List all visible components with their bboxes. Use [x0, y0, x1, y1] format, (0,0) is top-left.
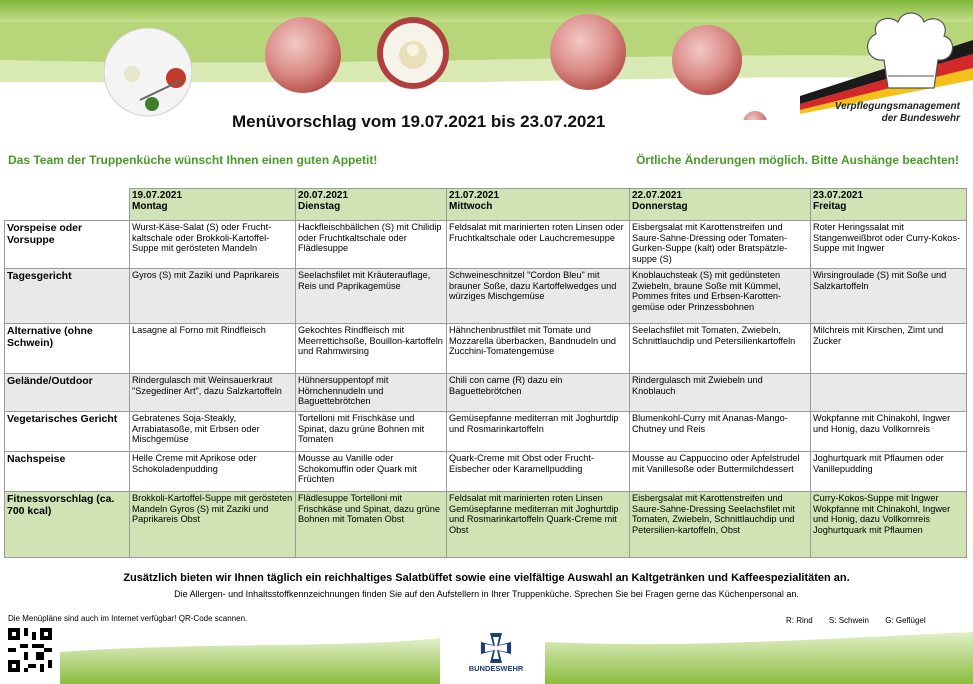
day-name: Freitag	[813, 201, 847, 212]
greeting-left: Das Team der Truppenküche wünscht Ihnen einen guten Appetit!	[8, 153, 378, 167]
menu-cell: Blumenkohl-Curry mit Ananas-Mango-Chutney und Reis	[630, 412, 811, 452]
menu-cell: Brokkoli-Kartoffel-Suppe mit gerösteten Mandeln Gyros (S) mit Zaziki und Paprikareis Obst	[130, 492, 296, 558]
menu-cell: Gebratenes Soja-Steakly, Arrabiatasoße, mit Erbsen oder Mischgemüse	[130, 412, 296, 452]
category-cell: Alternative (ohne Schwein)	[5, 324, 130, 374]
menu-cell: Seelachsfilet mit Kräuterauflage, Reis und Paprikagemüse	[296, 269, 447, 324]
category-cell: Gelände/Outdoor	[5, 374, 130, 412]
bundeswehr-label: BUNDESWEHR	[468, 664, 524, 673]
menu-cell: Chili con carne (R) dazu ein Baguettebrötchen	[447, 374, 630, 412]
menu-cell: Eisbergsalat mit Karottenstreifen und Saure-Sahne-Dressing Seelachsfilet mit Tomaten, Zwiebeln, Schnittlauchdip und Petersilien-kartoffeln, Obst	[630, 492, 811, 558]
salad-buffet-note: Zusätzlich bieten wir Ihnen täglich ein reichhaltiges Salatbüffet sowie eine vielfältige Auswahl an Kaltgetränken und Kaffeespezialitäten an.	[123, 572, 850, 584]
day-date: 19.07.2021	[132, 190, 183, 201]
allergen-note: Die Allergen- und Inhaltsstoffkennzeichnungen finden Sie auf den Aufstellern in Ihrer Truppenküche. Sprechen Sie bei Fragen gerne das Küchenpersonal an.	[174, 589, 799, 599]
category-cell: Vegetarisches Gericht	[5, 412, 130, 452]
day-header-row	[5, 189, 967, 221]
qr-note: Die Menüpläne sind auch im Internet verfügbar! QR-Code scannen.	[8, 614, 248, 623]
day-header	[130, 189, 296, 221]
menu-cell: Wokpfanne mit Chinakohl, Ingwer und Honig, dazu Vollkornreis	[811, 412, 967, 452]
food-plate-icon	[104, 28, 192, 116]
greeting-right: Örtliche Änderungen möglich. Bitte Aushänge beachten!	[636, 153, 959, 167]
brand-label	[800, 101, 960, 125]
menu-cell: Flädlesuppe Tortelloni mit Frischkäse und Spinat, dazu grüne Bohnen mit Tomaten Obst	[296, 492, 447, 558]
menu-cell: Feldsalat mit marinierten roten Linsen Gemüsepfanne mediterran mit Joghurtdip und Rosmarinkartoffeln Quark-Creme mit Obst	[447, 492, 630, 558]
meat-legend	[786, 616, 940, 625]
menu-cell: Rindergulasch mit Weinsauerkraut "Szegediner Art", dazu Salzkartoffeln	[130, 374, 296, 412]
menu-cell: Quark-Creme mit Obst oder Frucht-Eisbecher oder Karamellpudding	[447, 452, 630, 492]
table-row	[5, 221, 967, 269]
menu-cell: Lasagne al Forno mit Rindfleisch	[130, 324, 296, 374]
food-bowl-icon	[377, 17, 449, 89]
menu-cell: Roter Heringssalat mit Stangenweißbrot oder Curry-Kokos-Suppe mit Ingwer	[811, 221, 967, 269]
day-name: Dienstag	[298, 201, 341, 212]
table-row	[5, 324, 967, 374]
category-cell: Fitnessvorschlag (ca. 700 kcal)	[5, 492, 130, 558]
category-cell: Nachspeise	[5, 452, 130, 492]
decor-circle	[265, 17, 341, 93]
table-row	[5, 492, 967, 558]
day-date: 22.07.2021	[632, 190, 683, 201]
menu-cell	[811, 374, 967, 412]
table-row	[5, 452, 967, 492]
corner-cell	[5, 189, 130, 221]
menu-cell: Helle Creme mit Aprikose oder Schokoladenpudding	[130, 452, 296, 492]
menu-cell: Knoblauchsteak (S) mit gedünsteten Zwiebeln, braune Soße mit Kümmel, Pommes frites und Erbsen-Karotten-gemüse oder Prinzessbohnen	[630, 269, 811, 324]
table-row	[5, 412, 967, 452]
day-name: Donnerstag	[632, 201, 688, 212]
brand-line-2: der Bundeswehr	[881, 113, 960, 124]
menu-cell: Wurst-Käse-Salat (S) oder Frucht-kaltschale oder Brokkoli-Kartoffel-Suppe mit gerösteten Mandeln	[130, 221, 296, 269]
menu-cell: Hähnchenbrustfilet mit Tomate und Mozzarella überbacken, Bandnudeln und Zucchini-Tomatengemüse	[447, 324, 630, 374]
table-row	[5, 374, 967, 412]
qr-code-icon[interactable]	[8, 628, 52, 672]
legend-item: S: Schwein	[828, 616, 869, 625]
category-cell: Tagesgericht	[5, 269, 130, 324]
menu-cell: Joghurtquark mit Pflaumen oder Vanillepudding	[811, 452, 967, 492]
day-date: 21.07.2021	[449, 190, 500, 201]
menu-cell: Mousse au Vanille oder Schokomuffin oder Quark mit Früchten	[296, 452, 447, 492]
menu-cell: Feldsalat mit marinierten roten Linsen oder Fruchtkaltschale oder Lauchcremesuppe	[447, 221, 630, 269]
day-date: 20.07.2021	[298, 190, 349, 201]
menu-cell: Gyros (S) mit Zaziki und Paprikareis	[130, 269, 296, 324]
day-header	[630, 189, 811, 221]
decor-circle	[672, 25, 742, 95]
menu-cell: Seelachsfilet mit Tomaten, Zwiebeln, Schnittlauchdip und Petersilienkartoffeln	[630, 324, 811, 374]
menu-cell: Eisbergsalat mit Karottenstreifen und Saure-Sahne-Dressing oder Tomaten-Gurken-Suppe (kalt) oder Bratspätzle-suppe (S)	[630, 221, 811, 269]
menu-cell: Curry-Kokos-Suppe mit Ingwer Wokpfanne mit Chinakohl, Ingwer und Honig, dazu Vollkornreis Joghurtquark mit Pflaumen	[811, 492, 967, 558]
menu-cell: Tortelloni mit Frischkäse und Spinat, dazu grüne Bohnen mit Tomaten	[296, 412, 447, 452]
menu-cell: Hühnersuppentopf mit Hörnchennudeln und Baguettebrötchen	[296, 374, 447, 412]
menu-table	[4, 188, 967, 558]
legend-item: R: Rind	[786, 616, 813, 625]
decor-circle	[550, 14, 626, 90]
day-name: Mittwoch	[449, 201, 493, 212]
menu-cell: Milchreis mit Kirschen, Zimt und Zucker	[811, 324, 967, 374]
day-name: Montag	[132, 201, 168, 212]
day-date: 23.07.2021	[813, 190, 864, 201]
menu-cell: Schweineschnitzel "Cordon Bleu" mit brauner Soße, dazu Kartoffelwedges und würziges Mischgemüse	[447, 269, 630, 324]
menu-cell: Mousse au Cappuccino oder Apfelstrudel mit Vanillesoße oder Buttermilchdessert	[630, 452, 811, 492]
page-title: Menüvorschlag vom 19.07.2021 bis 23.07.2021	[232, 112, 606, 131]
menu-cell: Gekochtes Rindfleisch mit Meerrettichsoße, Bouillon-kartoffeln und Rahmwirsing	[296, 324, 447, 374]
day-header	[811, 189, 967, 221]
menu-cell: Gemüsepfanne mediterran mit Joghurtdip und Rosmarinkartoffeln	[447, 412, 630, 452]
category-cell: Vorspeise oder Vorsuppe	[5, 221, 130, 269]
menu-cell: Rindergulasch mit Zwiebeln und Knoblauch	[630, 374, 811, 412]
table-row	[5, 269, 967, 324]
legend-item: G: Geflügel	[885, 616, 926, 625]
menu-cell: Wirsingroulade (S) mit Soße und Salzkartoffeln	[811, 269, 967, 324]
menu-cell: Hackfleischbällchen (S) mit Chilidip oder Fruchtkaltschale oder Flädlesuppe	[296, 221, 447, 269]
day-header	[447, 189, 630, 221]
day-header	[296, 189, 447, 221]
brand-line-1: Verpflegungsmanagement	[834, 101, 960, 112]
